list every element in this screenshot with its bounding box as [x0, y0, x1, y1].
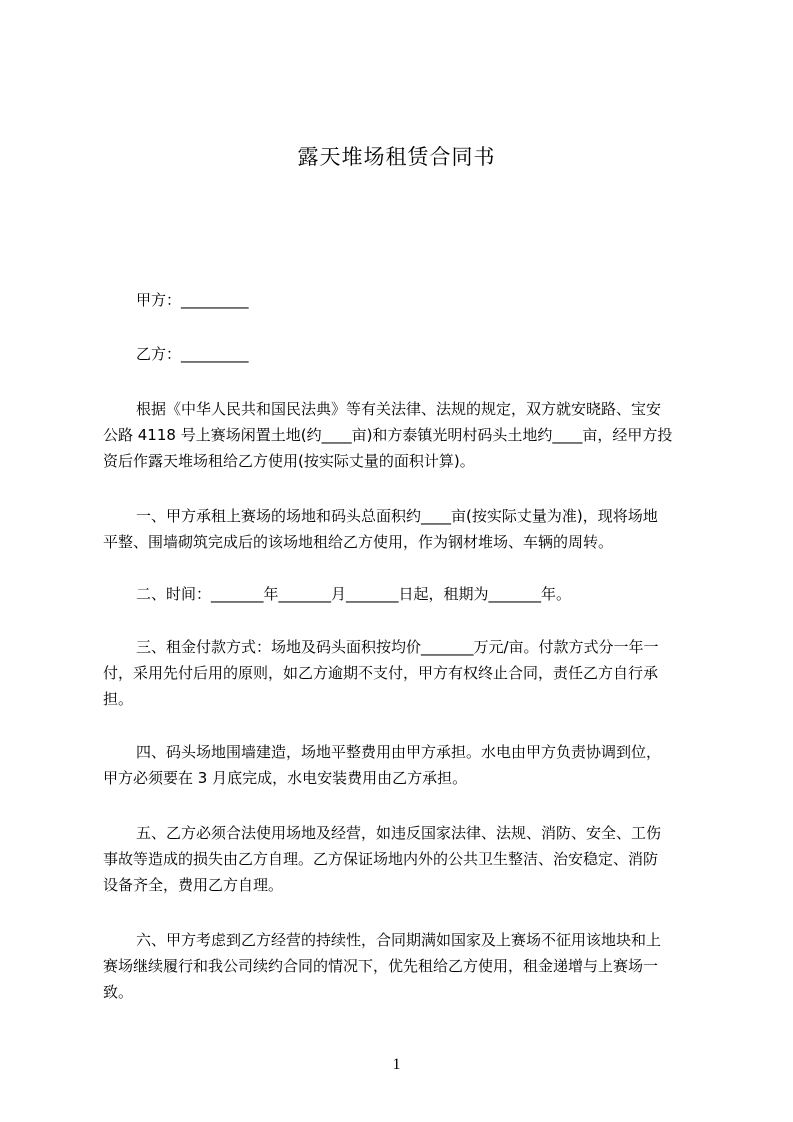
clause-2-line-1: 二、时间：_______年_______月_______日起，租期为_______年。	[136, 585, 572, 603]
clause-5-line-1: 五、乙方必须合法使用场地及经营，如违反国家法律、法规、消防、安全、工伤	[136, 824, 662, 842]
clause-6-line-2: 赛场继续履行和我公司续约合同的情况下，优先租给乙方使用，租金递增与上赛场一	[103, 957, 659, 975]
party-b-line: 乙方：_________	[136, 345, 249, 363]
clause-6-line-3: 致。	[103, 983, 134, 1001]
intro-line-3: 资后作露天堆场租给乙方使用(按实际丈量的面积计算)。	[103, 452, 475, 470]
clause-1-line-2: 平整、围墙砌筑完成后的该场地租给乙方使用，作为钢材堆场、车辆的周转。	[103, 533, 614, 551]
clause-3-line-2: 付，采用先付后用的原则，如乙方逾期不支付，甲方有权终止合同，责任乙方自行承	[103, 664, 659, 682]
clause-4-line-1: 四、码头场地围墙建造，场地平整费用由甲方承担。水电由甲方负责协调到位，	[136, 743, 662, 761]
page-number: 1	[392, 1056, 401, 1073]
clause-3-line-3: 担。	[103, 690, 134, 708]
clause-4-line-2: 甲方必须要在 3 月底完成，水电安装费用由乙方承担。	[103, 769, 468, 787]
clause-5-line-3: 设备齐全，费用乙方自理。	[103, 876, 284, 894]
clause-3-line-1: 三、租金付款方式：场地及码头面积按均价_______万元/亩。付款方式分一年一	[136, 638, 659, 656]
intro-line-2: 公路 4118 号上赛场闲置土地(约____亩)和方泰镇光明村码头土地约____亩，经甲方投	[103, 426, 673, 444]
clause-5-line-2: 事故等造成的损失由乙方自理。乙方保证场地内外的公共卫生整洁、治安稳定、消防	[103, 850, 659, 868]
clause-6-line-1: 六、甲方考虑到乙方经营的持续性，合同期满如国家及上赛场不征用该地块和上	[136, 931, 662, 949]
clause-1-line-1: 一、甲方承租上赛场的场地和码头总面积约____亩(按实际丈量为准)，现将场地	[136, 507, 658, 525]
document-title: 露天堆场租赁合同书	[297, 145, 496, 169]
intro-line-1: 根据《中华人民共和国民法典》等有关法律、法规的规定，双方就安晓路、宝安	[136, 400, 662, 418]
party-a-line: 甲方：_________	[136, 291, 249, 309]
